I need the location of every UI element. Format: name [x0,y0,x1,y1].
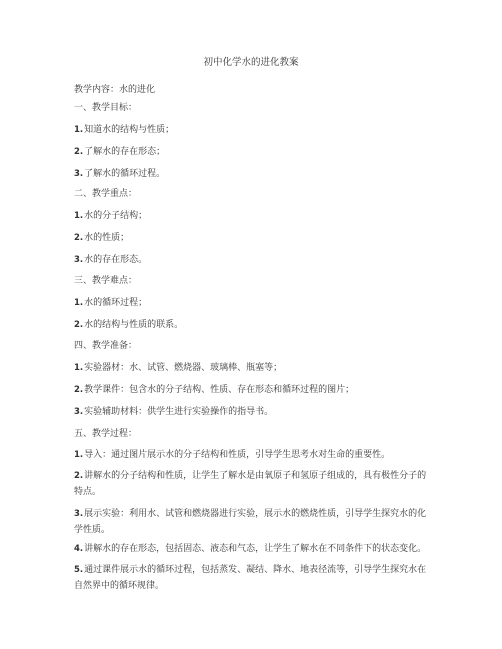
item-number: 4. [74,544,84,554]
list-item [74,541,434,557]
list-item [74,406,273,418]
section-heading-difficulties: 三、教学难点： [74,276,138,286]
list-item [74,506,434,538]
item-number: 2. [74,147,84,157]
item-number: 1. [74,125,84,135]
item-number: 1. [74,363,84,373]
item-number: 3. [74,255,84,265]
item-text: 水的结构与性质的联系。 [84,320,184,330]
item-number: 2. [74,320,84,330]
item-text: 水的分子结构； [84,211,148,221]
item-text: 水的性质； [84,233,130,243]
list-item [74,232,129,244]
item-text: 讲解水的存在形态，包括固态、液态和气态，让学生了解水在不同条件下的状态变化。 [84,544,427,554]
section-heading-key-points: 二、教学重点： [74,189,138,199]
list-item [74,210,147,222]
item-text: 讲解水的分子结构和性质，让学生了解水是由氧原子和氢原子组成的，具有极性分子的特点。 [74,471,427,497]
item-text: 通过课件展示水的循环过程，包括蒸发、凝结、降水、地表径流等，引导学生探究水在自然界中的循环规律。 [74,565,427,591]
item-text: 导入：通过图片展示水的分子结构和性质，引导学生思考水对生命的重要性。 [84,450,391,460]
item-number: 2. [74,385,84,395]
list-item [74,562,434,594]
item-text: 了解水的循环过程。 [84,169,166,179]
item-text: 展示实验：利用水、试管和燃烧器进行实验，展示水的燃烧性质，引导学生探究水的化学性质。 [74,509,427,535]
list-item [74,168,165,180]
list-item [74,468,434,500]
item-text: 实验辅助材料：供学生进行实验操作的指导书。 [84,407,274,417]
list-item [74,362,282,374]
item-number: 3. [74,169,84,179]
item-text: 水的循环过程； [84,298,148,308]
item-text: 水的存在形态。 [84,255,148,265]
item-number: 1. [74,298,84,308]
content-line: 教学内容：水的进化 [74,85,156,95]
document-title: 初中化学水的进化教案 [203,57,299,68]
item-number: 3. [74,407,84,417]
item-text: 教学课件：包含水的分子结构、性质、存在形态和循环过程的图片； [84,385,355,395]
list-item [74,319,183,331]
item-text: 了解水的存在形态； [84,147,166,157]
section-heading-preparation: 四、教学准备： [74,341,138,351]
list-item [74,297,147,309]
section-heading-process: 五、教学过程： [74,429,138,439]
item-text: 实验器材：水、试管、燃烧器、玻璃棒、瓶塞等； [84,363,283,373]
item-number: 5. [74,565,84,575]
list-item [74,449,390,461]
item-text: 知道水的结构与性质； [84,125,175,135]
item-number: 1. [74,450,84,460]
list-item [74,254,147,266]
item-number: 2. [74,233,84,243]
item-number: 2. [74,471,84,481]
item-number: 3. [74,509,84,519]
list-item [74,146,165,158]
list-item [74,124,174,136]
section-heading-objectives: 一、教学目标： [74,103,138,113]
item-number: 1. [74,211,84,221]
list-item [74,384,354,396]
